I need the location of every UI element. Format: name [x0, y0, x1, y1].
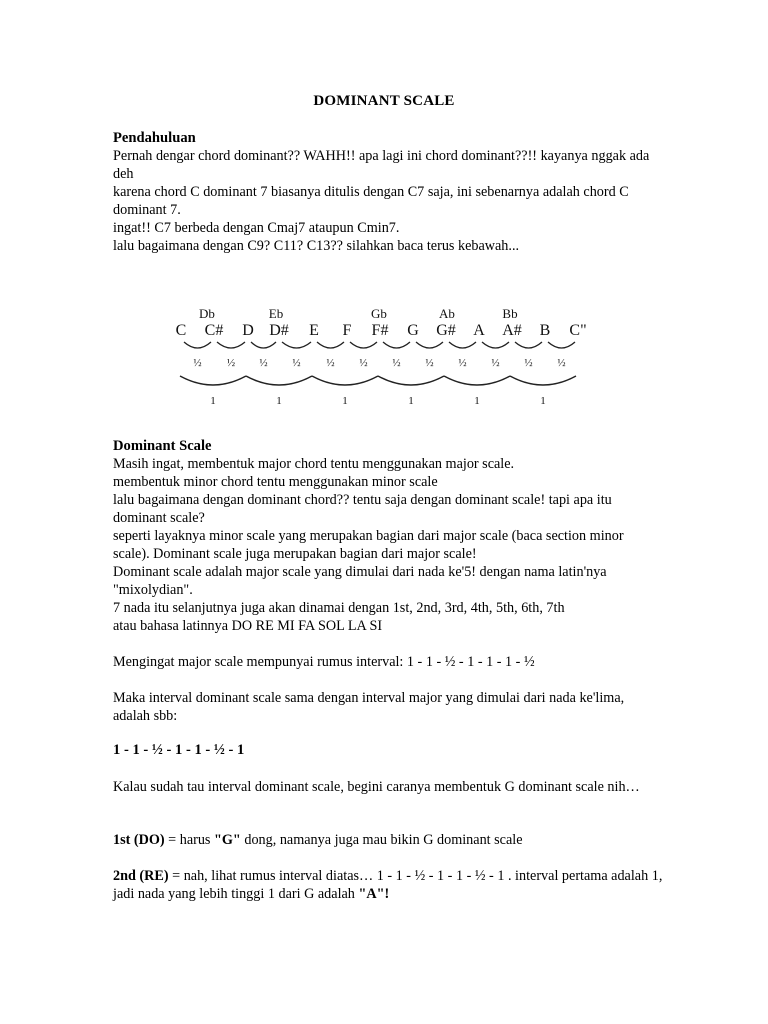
dominant-line: 7 nada itu selanjutnya juga akan dinamai dengan 1st, 2nd, 3rd, 4th, 5th, 6th, 7th	[113, 600, 565, 616]
whole-step-arcs	[180, 376, 576, 385]
flat-note-label: Ab	[439, 306, 455, 321]
half-step-arc	[482, 342, 509, 348]
note-label: A	[473, 322, 485, 339]
half-step-arc	[515, 342, 542, 348]
page-title: DOMINANT SCALE	[313, 93, 455, 109]
half-step-label: ½	[425, 357, 434, 369]
half-step-arc	[449, 342, 476, 348]
intro-section	[113, 129, 663, 255]
intro-line: ingat!! C7 berbeda dengan Cmaj7 ataupun Cmin7.	[113, 220, 400, 236]
note-label: E	[309, 322, 319, 339]
half-step-arc	[317, 342, 344, 348]
scale-diagram-svg	[168, 304, 608, 412]
whole-step-label: 1	[342, 395, 348, 407]
chromatic-scale-diagram	[168, 304, 608, 412]
note-label: G	[407, 322, 419, 339]
note-label: B	[539, 322, 551, 339]
note-label: A#	[502, 322, 522, 339]
dominant-formula: 1 - 1 - ½ - 1 - 1 - ½ - 1	[113, 742, 245, 758]
note-label: C	[175, 322, 187, 339]
first-note-line	[113, 831, 663, 849]
g-intro-paragraph	[113, 778, 663, 796]
half-step-label: ½	[193, 357, 202, 369]
first-note-paragraph	[113, 831, 663, 849]
flat-note-label: Eb	[268, 306, 284, 321]
second-note-paragraph	[113, 867, 663, 903]
note-label: G#	[436, 322, 456, 339]
whole-step-arc	[246, 376, 312, 385]
flat-note-label: Gb	[371, 306, 387, 321]
whole-step-label: 1	[408, 395, 414, 407]
half-step-labels	[193, 357, 565, 369]
whole-step-arc	[510, 376, 576, 385]
major-formula-paragraph	[113, 653, 663, 671]
first-text-a: = harus	[164, 832, 214, 848]
whole-step-arc	[312, 376, 378, 385]
flat-note-label: Bb	[502, 306, 518, 321]
note-label: D	[242, 322, 254, 339]
first-note-name: "G"	[214, 832, 241, 848]
half-step-label: ½	[226, 357, 236, 369]
second-degree-label: 2nd (RE)	[113, 868, 169, 884]
interval-intro-text: Maka interval dominant scale sama dengan interval major yang dimulai dari nada ke'lima, adalah sbb:	[113, 690, 625, 724]
half-step-label: ½	[292, 357, 301, 369]
half-step-arc	[548, 342, 575, 348]
whole-step-label: 1	[210, 395, 216, 407]
whole-step-arc	[180, 376, 246, 385]
half-step-arc	[184, 342, 211, 348]
note-label: F	[342, 322, 352, 339]
major-formula-text: Mengingat major scale mempunyai rumus interval: 1 - 1 - ½ - 1 - 1 - 1 - ½	[113, 654, 535, 670]
dominant-formula-paragraph	[113, 741, 663, 759]
first-text-b: dong, namanya juga mau bikin G dominant scale	[240, 832, 523, 848]
intro-line: Pernah dengar chord dominant?? WAHH!! apa lagi ini chord dominant??!! kayanya nggak ada deh	[113, 148, 650, 182]
half-step-label: ½	[359, 357, 368, 369]
dominant-line: Masih ingat, membentuk major chord tentu menggunakan major scale.	[113, 456, 515, 472]
dominant-heading: Dominant Scale	[113, 438, 212, 454]
half-step-label: ½	[458, 357, 467, 369]
intro-line: lalu bagaimana dengan C9? C11? C13?? silahkan baca terus kebawah...	[113, 238, 520, 254]
intro-line: karena chord C dominant 7 biasanya ditulis dengan C7 saja, ini sebenarnya adalah chord C dominant 7.	[113, 184, 629, 218]
note-label: D#	[269, 322, 289, 339]
whole-step-label: 1	[540, 395, 546, 407]
dominant-line: lalu bagaimana dengan dominant chord?? tentu saja dengan dominant scale! tapi apa itu dominant scale?	[113, 492, 612, 526]
dominant-line: atau bahasa latinnya DO RE MI FA SOL LA SI	[113, 618, 383, 634]
dominant-line: seperti layaknya minor scale yang merupakan bagian dari major scale (baca section minor scale). Dominant scale juga merupakan bagian dari major scale!	[113, 528, 624, 562]
second-note-line	[113, 867, 663, 903]
dominant-section	[113, 437, 663, 635]
half-step-arc	[217, 342, 245, 348]
g-intro-text: Kalau sudah tau interval dominant scale, begini caranya membentuk G dominant scale nih…	[113, 779, 640, 795]
flat-note-label: Db	[199, 306, 215, 321]
half-step-label: ½	[491, 357, 500, 369]
intro-heading: Pendahuluan	[113, 130, 196, 146]
whole-step-label: 1	[276, 395, 282, 407]
half-step-arc	[416, 342, 443, 348]
half-step-arc	[282, 342, 311, 348]
second-note-name: "A"!	[358, 886, 390, 902]
interval-intro-paragraph	[113, 689, 663, 725]
half-step-label: ½	[524, 357, 533, 369]
whole-step-label: 1	[474, 395, 480, 407]
half-step-arc	[251, 342, 276, 348]
note-label: C#	[204, 322, 224, 339]
note-label: C"	[569, 322, 587, 339]
dominant-line: membentuk minor chord tentu menggunakan minor scale	[113, 474, 438, 490]
second-text: = nah, lihat rumus interval diatas… 1 - 1 - ½ - 1 - 1 - ½ - 1 . interval pertama adalah 1, jadi nada yang lebih tinggi 1 dari G adalah	[113, 868, 663, 902]
whole-step-arc	[378, 376, 444, 385]
first-degree-label: 1st (DO)	[113, 832, 165, 848]
whole-step-labels	[210, 395, 546, 407]
half-step-label: ½	[557, 357, 566, 369]
note-label: F#	[371, 322, 389, 339]
half-step-arc	[383, 342, 410, 348]
half-step-label: ½	[392, 357, 401, 369]
half-step-label: ½	[326, 357, 335, 369]
half-step-arcs	[184, 342, 575, 348]
whole-step-arc	[444, 376, 510, 385]
dominant-line: Dominant scale adalah major scale yang dimulai dari nada ke'5! dengan nama latin'nya "mixolydian".	[113, 564, 607, 598]
half-step-label: ½	[259, 357, 268, 369]
half-step-arc	[350, 342, 377, 348]
